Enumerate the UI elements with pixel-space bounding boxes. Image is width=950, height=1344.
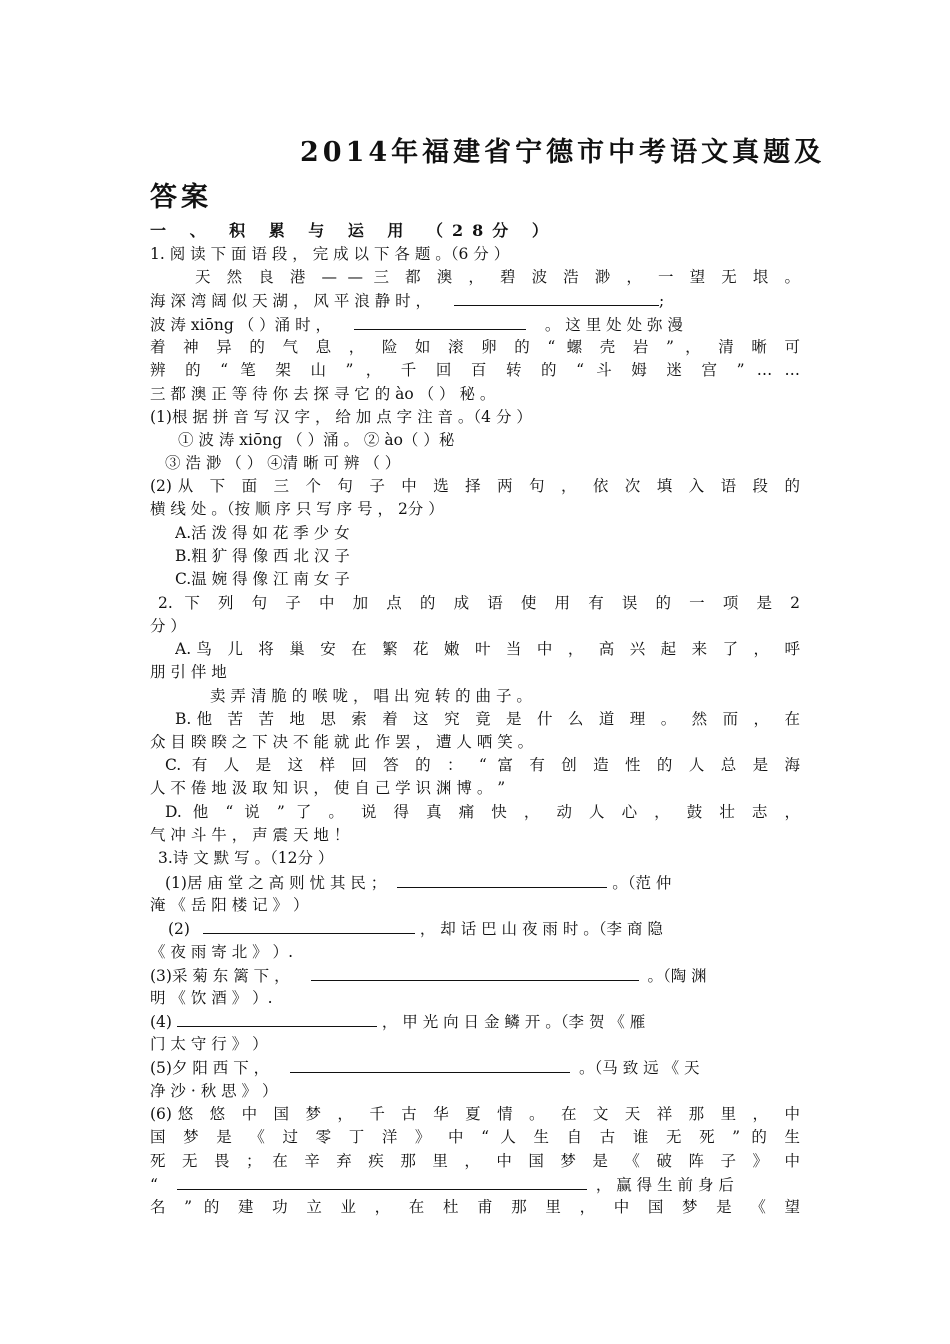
answer-blank [177, 1173, 587, 1190]
q3-item-text: 。（陶 渊 [647, 967, 707, 985]
answer-blank [177, 1010, 377, 1027]
q1-option-a: A.活 泼 得 如 花 季 少 女 [175, 524, 350, 542]
q3-stem: 3.诗 文 默 写 。（12分 ） [158, 849, 334, 867]
q3-item-1 [165, 871, 800, 894]
q3-item-6: (6)悠 悠 中 国 梦 ， 千 古 华 夏 情 。 在 文 天 祥 那 里 ， 中 [150, 1105, 800, 1123]
q1-part1-items: ③ 浩 渺 （ ） ④清 晰 可 辨 （ ） [165, 454, 401, 472]
q3-item-text: (2) [168, 920, 190, 938]
q2-option-d: D. 他 “ 说 ” 了 。 说 得 真 痛 快 ， 动 人 心 ， 鼓 壮 志 ， [165, 803, 800, 821]
q2-stem: 2. 下 列 句 子 中 加 点 的 成 语 使 用 有 误 的 一 项 是 2 [158, 594, 800, 612]
page-title: 2014年福建省宁德市中考语文真题及 [300, 137, 826, 168]
q1-part1-items: ① 波 涛 xiōng （ ）涌 。 ② ào（ ）秘 [178, 431, 455, 449]
q1-passage-text: 海 深 湾 阔 似 天 湖 ， 风 平 浪 静 时 ， [150, 292, 432, 310]
q3-item-3-source: 明 《 饮 酒 》 ）. [150, 989, 273, 1007]
q1-passage-line: 三 都 澳 正 等 待 你 去 探 寻 它 的 ào （ ） 秘 。 [150, 385, 496, 403]
q3-item-text: “ [150, 1176, 158, 1194]
q3-item-5 [150, 1056, 800, 1079]
q3-item-2 [168, 917, 800, 940]
q1-stem: 1. 阅 读 下 面 语 段 ， 完 成 以 下 各 题 。（6 分 ） [150, 245, 510, 263]
q3-item-1-source: 淹 《 岳 阳 楼 记 》 ） [150, 896, 309, 914]
answer-blank [203, 917, 415, 934]
q1-passage-line: 辨 的 “ 笔 架 山 ” ， 千 回 百 转 的 “ 斗 姆 迷 宫 ” … … [150, 361, 800, 379]
q3-item-text: 。（马 致 远 《 天 [579, 1059, 700, 1077]
q3-item-3 [150, 964, 800, 987]
page-title-continued: 答案 [150, 182, 212, 213]
q3-item-4 [150, 1010, 800, 1033]
q1-part2-stem: (2)从 下 面 三 个 句 子 中 选 择 两 句 ， 依 次 填 入 语 段 的 [150, 477, 800, 495]
q2-option-b: 众 目 睽 睽 之 下 决 不 能 就 此 作 罢 ， 遭 人 哂 笑 。 [150, 733, 534, 751]
q2-option-a: A.鸟 儿 将 巢 安 在 繁 花 嫩 叶 当 中 ， 高 兴 起 来 了 ， 呼 [175, 640, 800, 658]
q1-part2-stem: 横 线 处 。（按 顺 序 只 写 序 号 ， 2分 ） [150, 500, 444, 518]
q1-passage-line [150, 313, 800, 336]
q1-passage-text: 波 涛 xiōng （ ）涌 时 ， [150, 316, 331, 334]
q3-item-text: ， 甲 光 向 日 金 鳞 开 。（李 贺 《 雁 [381, 1013, 646, 1031]
q3-item-text: (1)居 庙 堂 之 高 则 忧 其 民 ； [165, 874, 387, 892]
q3-item-text: (4) [150, 1013, 172, 1031]
q3-item-6: 名 ” 的 建 功 立 业 ， 在 杜 甫 那 里 ， 中 国 梦 是 《 望 [150, 1198, 800, 1216]
q3-item-text: ， 却 话 巴 山 夜 雨 时 。（李 商 隐 [419, 920, 663, 938]
section-heading: 一 、 积 累 与 运 用 （28分 ） [150, 221, 557, 240]
q2-option-c: 人 不 倦 地 汲 取 知 识 ， 使 自 己 学 识 渊 博 。 ” [150, 779, 506, 797]
answer-blank [311, 964, 639, 981]
q3-item-2-source: 《 夜 雨 寄 北 》 ）. [150, 943, 293, 961]
q2-option-b: B.他 苦 苦 地 思 索 着 这 究 竟 是 什 么 道 理 。 然 而 ， 在 [175, 710, 800, 728]
q3-item-6: 国 梦 是 《 过 零 丁 洋 》 中 “ 人 生 自 古 谁 无 死 ” 的 生 [150, 1128, 800, 1146]
q1-passage-line: 天 然 良 港 — — 三 都 澳 ， 碧 波 浩 渺 ， 一 望 无 垠 。 [195, 268, 800, 286]
q1-option-c: C.温 婉 得 像 江 南 女 子 [175, 570, 350, 588]
q2-option-a: 卖 弄 清 脆 的 喉 咙 ， 唱 出 宛 转 的 曲 子 。 [210, 687, 532, 705]
q3-item-text: (3)采 菊 东 篱 下 ， [150, 967, 290, 985]
q1-passage-line: 着 神 异 的 气 息 ， 险 如 滚 卵 的 “ 螺 壳 岩 ” ， 清 晰 可 [150, 338, 800, 356]
q3-item-text: (5)夕 阳 西 下 ， [150, 1059, 270, 1077]
q1-option-b: B.粗 犷 得 像 西 北 汉 子 [175, 547, 350, 565]
answer-blank [454, 289, 659, 306]
answer-blank [354, 313, 526, 330]
q3-item-text: 。（范 仲 [612, 874, 672, 892]
answer-blank [397, 871, 607, 888]
q3-item-5-source: 净 沙 · 秋 思 》 ） [150, 1082, 278, 1100]
q2-option-d: 气 冲 斗 牛 ， 声 震 天 地 ！ [150, 826, 350, 844]
q3-item-text: ， 赢 得 生 前 身 后 [595, 1176, 734, 1194]
q3-item-6: 死 无 畏 ； 在 辛 弃 疾 那 里 ， 中 国 梦 是 《 破 阵 子 》 中 [150, 1152, 800, 1170]
q1-part1-stem: (1)根 据 拼 音 写 汉 字 ， 给 加 点 字 注 音 。（4 分 ） [150, 408, 532, 426]
q1-passage-line: 海 深 湾 阔 似 天 湖 ， 风 平 浪 静 时 ， ; [150, 289, 800, 312]
q2-stem: 分 ） [150, 617, 186, 635]
answer-blank [290, 1056, 570, 1073]
q1-passage-text: 。 这 里 处 处 弥 漫 [544, 316, 683, 334]
q3-item-4-source: 门 太 守 行 》 ） [150, 1035, 268, 1053]
q3-item-6 [150, 1173, 800, 1196]
q2-option-c: C. 有 人 是 这 样 回 答 的 ： “ 富 有 创 造 性 的 人 总 是 海 [165, 756, 800, 774]
q2-option-a: 朋 引 伴 地 [150, 663, 227, 681]
